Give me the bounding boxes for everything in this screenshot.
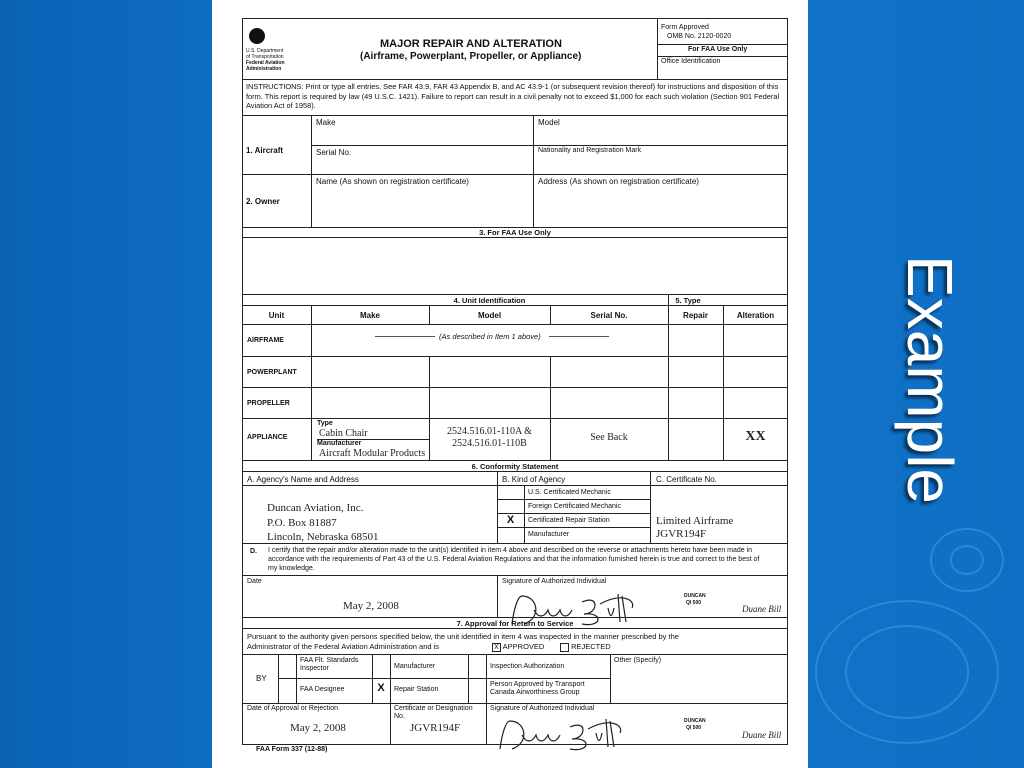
appliance-serial-value: See Back	[590, 432, 628, 443]
certification-d-label: D.	[250, 548, 257, 555]
type-title: 5. Type	[675, 296, 701, 305]
approved-option[interactable]	[492, 642, 544, 652]
approval-signer-name: Duane Bill	[742, 730, 782, 740]
col-model: Model	[477, 311, 502, 320]
approved-label: APPROVED	[502, 642, 545, 651]
row-airframe: AIRFRAME	[247, 337, 284, 344]
appliance-mfr-label: Manufacturer	[317, 440, 362, 447]
kind-option: Foreign Certificated Mechanic	[528, 503, 621, 510]
faa-form-337	[242, 18, 792, 760]
approval-signature-label: Signature of Authorized Individual	[490, 705, 595, 712]
certificate-line-1: Limited Airframe	[656, 515, 734, 527]
option-other: Other (Specify)	[614, 657, 662, 664]
owner-label: 2. Owner	[246, 197, 280, 206]
conformity-title: 6. Conformity Statement	[471, 462, 559, 471]
form-footer: FAA Form 337 (12-88)	[256, 746, 328, 753]
approval-text-2: Administrator of the Federal Aviation Administration and is	[247, 642, 440, 651]
ripple-decoration	[950, 545, 984, 575]
agency-line: U.S. Department	[246, 48, 284, 54]
option-faa-designee: FAA Designee	[300, 686, 345, 693]
option-inspection-auth: Inspection Authorization	[490, 663, 565, 670]
row-propeller: PROPELLER	[247, 400, 290, 407]
stamp-line-2: QI 500	[686, 600, 702, 606]
col-make: Make	[359, 311, 380, 320]
rejected-label: REJECTED	[571, 642, 611, 651]
make-label: Make	[316, 118, 336, 127]
repair-station-mark: X	[377, 682, 385, 694]
col-alteration: Alteration	[736, 311, 775, 320]
omb-number: OMB No. 2120-0020	[667, 33, 732, 40]
appliance-type-label: Type	[317, 420, 333, 427]
agency-line-3: Lincoln, Nebraska 68501	[267, 531, 379, 543]
certificate-no-label: C. Certificate No.	[656, 475, 717, 484]
aircraft-owner-block	[242, 115, 788, 228]
form-title: MAJOR REPAIR AND ALTERATION	[380, 38, 562, 50]
owner-name-label: Name (As shown on registration certificate)	[316, 177, 469, 186]
signer-name: Duane Bill	[742, 604, 782, 614]
row-appliance: APPLIANCE	[247, 434, 288, 441]
rejected-checkbox[interactable]	[560, 643, 569, 652]
kind-option: U.S. Certificated Mechanic	[528, 489, 611, 496]
faa-use-only-title: 3. For FAA Use Only	[479, 228, 551, 237]
kind-option: Certificated Repair Station	[528, 517, 610, 524]
conformity-date: May 2, 2008	[343, 600, 399, 612]
nationality-label: Nationality and Registration Mark	[538, 147, 642, 154]
agency-name-label: A. Agency's Name and Address	[247, 475, 359, 484]
agency-line: Administration	[246, 66, 282, 72]
designation-label: Certificate or Designation No.	[394, 705, 473, 720]
approval-date: May 2, 2008	[290, 722, 346, 734]
by-label: BY	[256, 674, 267, 683]
certificate-line-2: JGVR194F	[656, 528, 707, 540]
appliance-model-line-2: 2524.516.01-110B	[452, 438, 527, 449]
certification-text: I certify that the repair and/or alteration made to the unit(s) identified in item 4 above and described on the reverse or attachments hereto have been made in accordance with the requirements of Part 43 of the U.S. Federal Aviation Regulations and that the information furnished herein is true and correct to the best of my knowledge.	[268, 547, 760, 572]
instructions-text: INSTRUCTIONS: Print or type all entries. See FAR 43.9, FAR 43 Appendix B, and AC 43.9-1 (or subsequent revision thereof) for instructions and disposition of this form. This report is required by law (49 U.S.C. 1421). Failure to report can result in a civil penalty not to exceed $1,000 for each such violation (Section 901 Federal Aviation Act of 1958).	[246, 82, 780, 110]
signature-label: Signature of Authorized Individual	[502, 578, 607, 585]
row-powerplant: POWERPLANT	[247, 369, 297, 376]
approved-checkbox[interactable]: X	[492, 643, 501, 652]
rejected-option[interactable]	[560, 642, 611, 652]
option-flight-standards: FAA Flt. Standards Inspector	[300, 657, 359, 672]
appliance-model-line-1: 2524.516.01-110A &	[447, 426, 532, 437]
appliance-type-value: Cabin Chair	[319, 428, 368, 439]
kind-of-agency-label: B. Kind of Agency	[502, 475, 566, 484]
option-manufacturer: Manufacturer	[394, 663, 436, 670]
agency-line-2: P.O. Box 81887	[267, 517, 337, 529]
col-serial: Serial No.	[590, 311, 628, 320]
office-identification: Office Identification	[661, 58, 721, 65]
form-approved: Form Approved	[661, 24, 709, 31]
agency-line: of Transportation	[246, 54, 284, 60]
option-transport-canada: Person Approved by Transport Canada Airworthiness Group	[490, 681, 585, 696]
approval-stamp-line-1: DUNCAN	[684, 718, 706, 724]
airframe-note: (As described in Item 1 above)	[439, 332, 541, 341]
approval-title: 7. Approval for Return to Service	[456, 619, 574, 628]
stamp-line-1: DUNCAN	[684, 593, 706, 599]
appliance-mfr-value: Aircraft Modular Products	[319, 448, 426, 459]
model-label: Model	[538, 118, 560, 127]
approval-text-1: Pursuant to the authority given persons specified below, the unit identified in item 4 was inspected in the manner prescribed by the	[247, 632, 679, 641]
appliance-alteration-mark: XX	[745, 429, 766, 444]
form-page	[212, 0, 808, 768]
form-subtitle: (Airframe, Powerplant, Propeller, or Appliance)	[360, 51, 582, 62]
slide-title: Example	[894, 255, 966, 504]
approval-stamp-line-2: QI 500	[686, 725, 702, 731]
serial-label: Serial No.	[316, 148, 352, 157]
aircraft-label: 1. Aircraft	[246, 146, 284, 155]
approval-signature-scribble	[492, 715, 632, 753]
agency-line-1: Duncan Aviation, Inc.	[267, 502, 364, 514]
ripple-decoration	[845, 625, 969, 719]
agency-line: Federal Aviation	[246, 60, 285, 66]
faa-use-only: For FAA Use Only	[688, 46, 748, 53]
designation-number: JGVR194F	[410, 722, 461, 734]
unit-id-title: 4. Unit Identification	[453, 296, 526, 305]
col-repair: Repair	[683, 311, 708, 320]
approval-date-label: Date of Approval or Rejection	[247, 705, 339, 712]
kind-selected-mark: X	[506, 514, 515, 526]
option-repair-station: Repair Station	[394, 686, 439, 693]
col-unit: Unit	[268, 311, 285, 320]
kind-option: Manufacturer	[528, 531, 570, 538]
date-label: Date	[247, 578, 262, 585]
owner-address-label: Address (As shown on registration certificate)	[538, 177, 699, 186]
dot-logo	[249, 28, 265, 44]
